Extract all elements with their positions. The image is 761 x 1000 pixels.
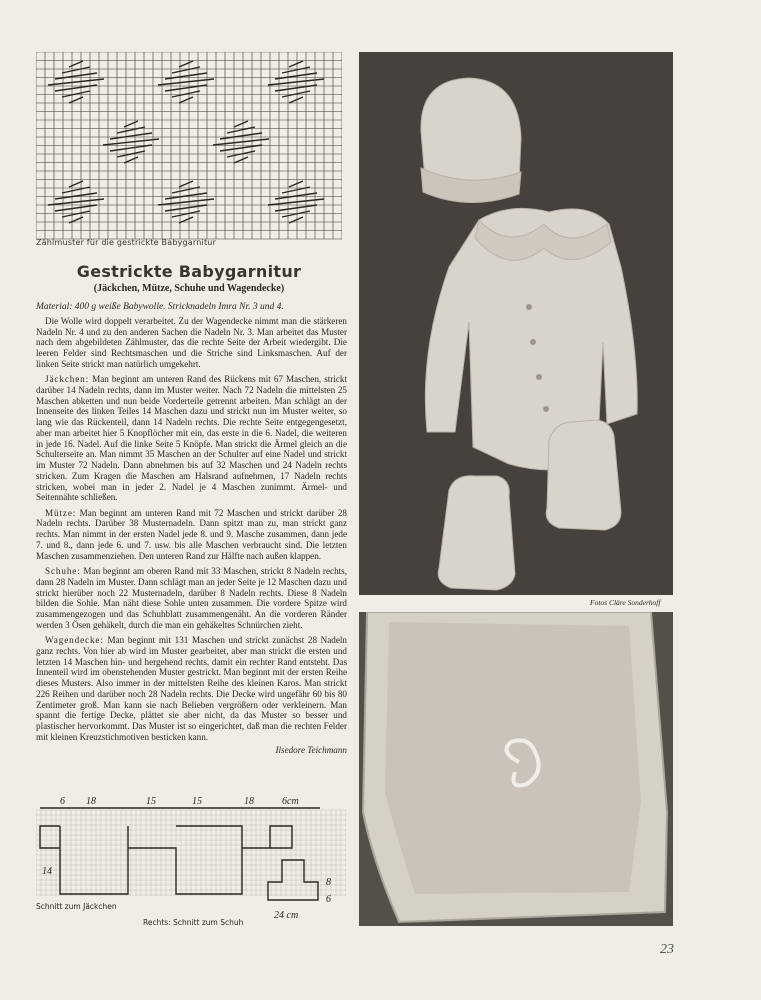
blanket-text: Man beginnt mit 131 Maschen und strickt zunächst 28 Nadeln ganz rechts. Von hier ab wird im Muster gearbeitet, aber man strickt die ersten und letzten 14 Maschen hin- und hergehend rechts, damit ein rechter Rand entsteht. Das Innenteil wird im obenstehenden Muster gestrickt. Man beginnt mit der ersten Reihe dieses Musters. Also immer in der mittelsten Reihe des kleinen Karos. Man strickt 226 Reihen und darüber noch 28 Nadeln rechts. Die Decke wird ungefähr 60 bis 80 Zentimeter groß. Man kann sie nach Belieben vergrößern oder verkleinern. Man spannt die fertige Decke, plättet sie aber nicht, da das Muster so besser und plastischer hervorkommt. Das Muster ist so eingerichtet, daß man die rechten Felder mit kleinen Kreuzstichmotiven besticken kann. xyxy=(36,635,347,742)
chart-stitch-mark xyxy=(62,67,90,73)
jacket-label: Jäckchen: xyxy=(45,374,90,385)
chart-stitch-mark xyxy=(220,133,262,139)
chart-stitch-mark xyxy=(117,127,145,133)
chart-stitch-mark xyxy=(103,139,159,145)
chart-stitch-mark xyxy=(275,205,317,211)
pattern-label-24cm: 24 cm xyxy=(274,910,299,921)
article-title: Gestrickte Babygarnitur xyxy=(76,262,302,281)
chart-caption: Zählmuster für die gestrickte Babygarnitur xyxy=(36,238,217,247)
pattern-label-14: 14 xyxy=(42,866,52,877)
cap-paragraph xyxy=(36,508,347,562)
chart-stitch-mark xyxy=(158,79,214,85)
chart-stitch-mark xyxy=(48,79,104,85)
chart-stitch-mark xyxy=(227,127,255,133)
cap-label: Mütze: xyxy=(45,507,77,518)
pattern-label-18b: 18 xyxy=(244,796,254,807)
cap-text: Man beginnt am unteren Rand mit 72 Maschen und strickt darüber 28 Nadeln rechts. Darüber 38 Musternadeln. Dann spitzt man zu, man strickt ganz rechts. Man nimmt in der ersten Nadel jede 8. und 9. Masche zusammen, dann jede 7. und 8., dann jede 6. und 7. usw. bis alle Maschen verbraucht sind. Die letzten Maschen zusammenziehen. Den unteren Rand zur Hälfte nach außen klappen. xyxy=(36,507,347,561)
photo-blanket xyxy=(359,612,673,926)
chart-stitch-mark xyxy=(110,145,152,151)
shoes-paragraph xyxy=(36,566,347,631)
chart-stitch-mark xyxy=(55,193,97,199)
caption-shoe-pattern: Rechts: Schnitt zum Schuh xyxy=(143,918,244,927)
chart-stitch-mark xyxy=(275,73,317,79)
chart-stitch-mark xyxy=(55,73,97,79)
author-name: Ilsedore Teichmann xyxy=(275,745,347,756)
jacket-paragraph xyxy=(36,374,347,503)
chart-stitch-mark xyxy=(220,145,262,151)
chart-stitch-mark xyxy=(172,211,200,217)
chart-stitch-mark xyxy=(179,97,193,103)
pattern-label-6b: 6 xyxy=(326,894,331,905)
chart-stitch-mark xyxy=(268,79,324,85)
pattern-label-18a: 18 xyxy=(86,796,96,807)
chart-stitch-mark xyxy=(55,205,97,211)
photo-jacket-cap-booties xyxy=(359,52,673,595)
page-number: 23 xyxy=(660,942,674,957)
chart-stitch-mark xyxy=(213,139,269,145)
chart-stitch-mark xyxy=(234,121,248,127)
chart-stitch-mark xyxy=(110,133,152,139)
pattern-label-unit: 6cm xyxy=(282,796,299,807)
chart-stitch-mark xyxy=(48,199,104,205)
chart-stitch-mark xyxy=(172,91,200,97)
chart-stitch-mark xyxy=(158,199,214,205)
caption-jacket-pattern: Schnitt zum Jäckchen xyxy=(36,902,117,911)
chart-stitch-mark xyxy=(179,61,193,67)
chart-stitch-mark xyxy=(179,181,193,187)
pattern-label-15a: 15 xyxy=(146,796,156,807)
chart-stitch-mark xyxy=(289,61,303,67)
shoes-text: Man beginnt am oberen Rand mit 33 Maschen, strickt 8 Nadeln rechts, dann 28 Nadeln im Muster. Dann schlägt man an jeder Seite je 12 Maschen dazu und strickt hierüber noch 22 Musternadeln, darüber 8 Nadeln rechts. Diese 8 Nadeln bilden die Sohle. Man näht diese Sohle unten zusammen. Die vordere Spitze wird zusammengezogen und das Schuhblatt zusammengenäht. An die vorderen Ränder werden 3 Ösen gehäkelt, durch die man ein gehäkeltes Schnürchen zieht. xyxy=(36,566,347,630)
jacket-text: Man beginnt am unteren Rand des Rückens mit 67 Maschen, strickt darüber 14 Nadeln rechts, dann im Muster weiter. Nach 72 Nadeln die mittelsten 25 Maschen abketten und nun beide Vorderteile getrennt arbeiten. Man schlägt an der Innenseite des linken Teiles 14 Maschen dazu und strickt nun im Muster weiter, so lang wie das Rückenteil, dann 14 Nadeln rechts. Die rechte Seite entgegengesetzt, aber man arbeitet hier 5 Knopflöcher mit ein, das erste in die 6. Nadel, die weiteren in jede 16. Nadel. Auf die linke Seite 5 Knöpfe. Man strickt die Ärmel gleich an die Schulterseite an. Man nimmt 35 Maschen an der Schulter auf eine Nadel und strickt im Muster 72 Nadeln. Dann abnehmen bis auf 32 Maschen und 24 Nadeln rechts stricken. Zum Kragen die Maschen am Halsrand aufnehmen, 17 Nadeln rechts stricken, wobei man in jeder 2. Nadel je 4 Maschen zunimmt. Ärmel- und Seitennähte schließen. xyxy=(36,374,347,503)
chart-stitch-mark xyxy=(62,211,90,217)
chart-stitch-mark xyxy=(275,193,317,199)
chart-stitch-mark xyxy=(172,67,200,73)
photo-credit: Fotos Cläre Sonderhoff xyxy=(590,598,661,607)
chart-stitch-mark xyxy=(289,97,303,103)
pattern-label-15b: 15 xyxy=(192,796,202,807)
material-text: 400 g weiße Babywolle. Stricknadeln Imra Nr. 3 und 4. xyxy=(74,302,284,312)
blanket-label: Wagendecke: xyxy=(45,635,104,646)
chart-stitch-mark xyxy=(234,157,248,163)
article-body xyxy=(36,302,347,761)
knitting-chart xyxy=(36,52,342,240)
material-line xyxy=(36,302,347,313)
chart-stitch-mark xyxy=(268,199,324,205)
blanket-paragraph xyxy=(36,635,347,743)
shoes-label: Schuhe: xyxy=(45,566,81,577)
intro-paragraph: Die Wolle wird doppelt verarbeitet. Zu der Wagendecke nimmt man die stärkeren Nadeln Nr. 4 und zu den anderen Sachen die Nadeln Nr. 3. Man arbeitet das Muster nach dem abgebildeten Zählmuster, das die rechte Seite der Arbeit wiedergibt. Die leeren Felder sind Rechtsmaschen und die Striche sind Linksmaschen. Auf der linken Seite strickt man natürlich umgekehrt. xyxy=(36,315,347,369)
chart-stitch-mark xyxy=(62,91,90,97)
pattern-label-8: 8 xyxy=(326,877,331,888)
pattern-label-6: 6 xyxy=(60,796,65,807)
article-subtitle: (Jäckchen, Mütze, Schuhe und Wagendecke) xyxy=(93,283,285,294)
material-label: Material: xyxy=(36,302,73,312)
chart-stitch-mark xyxy=(289,181,303,187)
